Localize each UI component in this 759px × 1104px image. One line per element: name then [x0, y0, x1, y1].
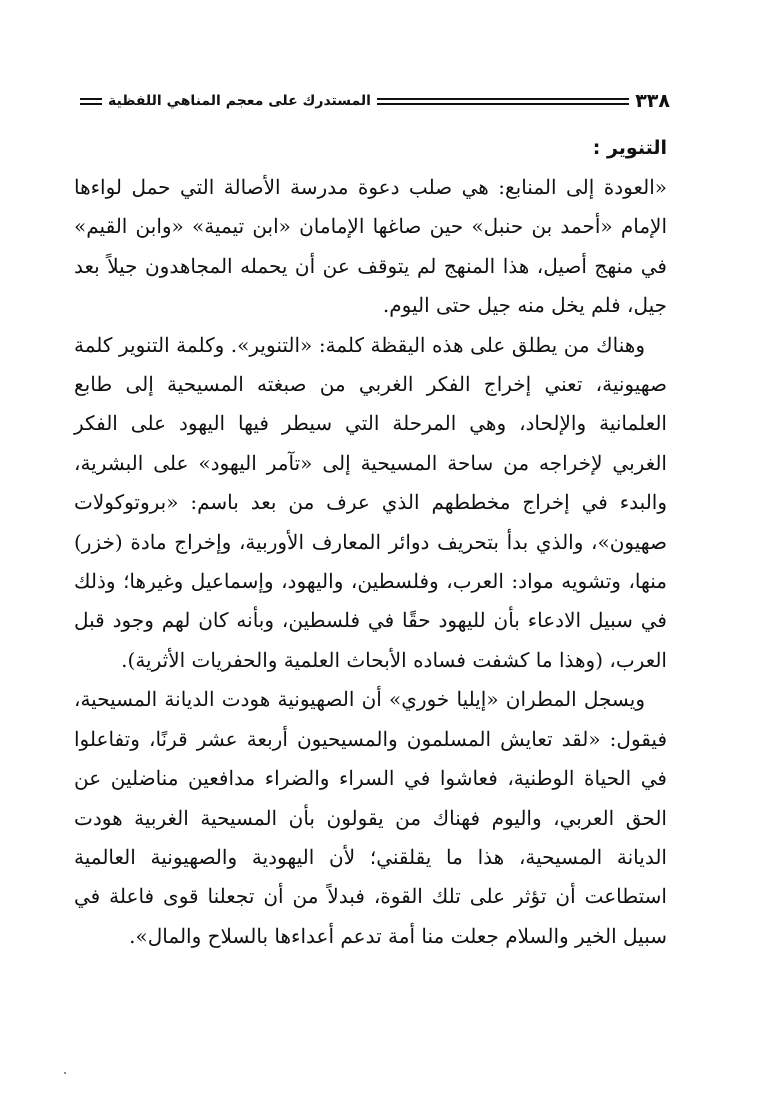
- page-number: ٣٣٨: [635, 90, 670, 112]
- paragraph-2: وهناك من يطلق على هذه اليقظة كلمة: «التنوير». وكلمة التنوير كلمة صهيونية، تعني إخراج الفكر الغربي من صبغته المسيحية إلى طابع العلمانية والإلحاد، وهي المرحلة التي سيطر فيها اليهود على الفكر الغربي لإخراجه من ساحة المسيحية إلى «تآمر اليهود» على البشرية، والبدء في إخراج مخططهم الذي عرف من بعد باسم: «بروتوكولات صهيون»، والذي بدأ بتحريف دوائر المعارف الأوربية، وإخراج مادة (خزر) منها، وتشويه مواد: العرب، وفلسطين، واليهود، وإسماعيل وغيرها؛ وذلك في سبيل الادعاء بأن لليهود حقًا في فلسطين، وبأنه كان لهم وجود قبل العرب، (وهذا ما كشفت فساده الأبحاث العلمية والحفريات الأثرية).: [74, 332, 667, 672]
- paragraph-3: ويسجل المطران «إيليا خوري» أن الصهيونية هودت الديانة المسيحية، فيقول: «لقد تعايش المسلمون والمسيحيون أربعة عشر قرنًا، وتفاعلوا في الحياة الوطنية، فعاشوا في السراء والضراء مدافعين مناضلين عن الحق العربي، واليوم فهناك من يقولون بأن المسيحية الغربية هودت الديانة المسيحية، هذا ما يقلقني؛ لأن اليهودية والصهيونية العالمية استطاعت أن تؤثر على تلك القوة، فبدلاً من أن تجعلنا قوى فاعلة في سبيل الخير والسلام جعلت منا أمة تدعم أعداءها بالسلاح والمال».: [74, 687, 667, 948]
- section-heading: التنوير :: [592, 137, 667, 159]
- paragraph-1: «العودة إلى المنابع: هي صلب دعوة مدرسة الأصالة التي حمل لواءها الإمام «أحمد بن حنبل» حين صاغها الإمامان «ابن تيمية» «وابن القيم» في منهج أصيل، هذا المنهج لم يتوقف عن أن يحمله المجاهدون جيلاً بعد جيل، فلم يخل منه جيل حتى اليوم.: [74, 175, 667, 318]
- page-header: [80, 86, 670, 116]
- header-rule-short: [80, 98, 102, 105]
- header-rule-long: [377, 98, 629, 105]
- running-title: المستدرك على معجم المناهي اللفظية: [108, 93, 371, 109]
- page-body: [74, 128, 667, 956]
- scan-speck: [64, 1072, 66, 1074]
